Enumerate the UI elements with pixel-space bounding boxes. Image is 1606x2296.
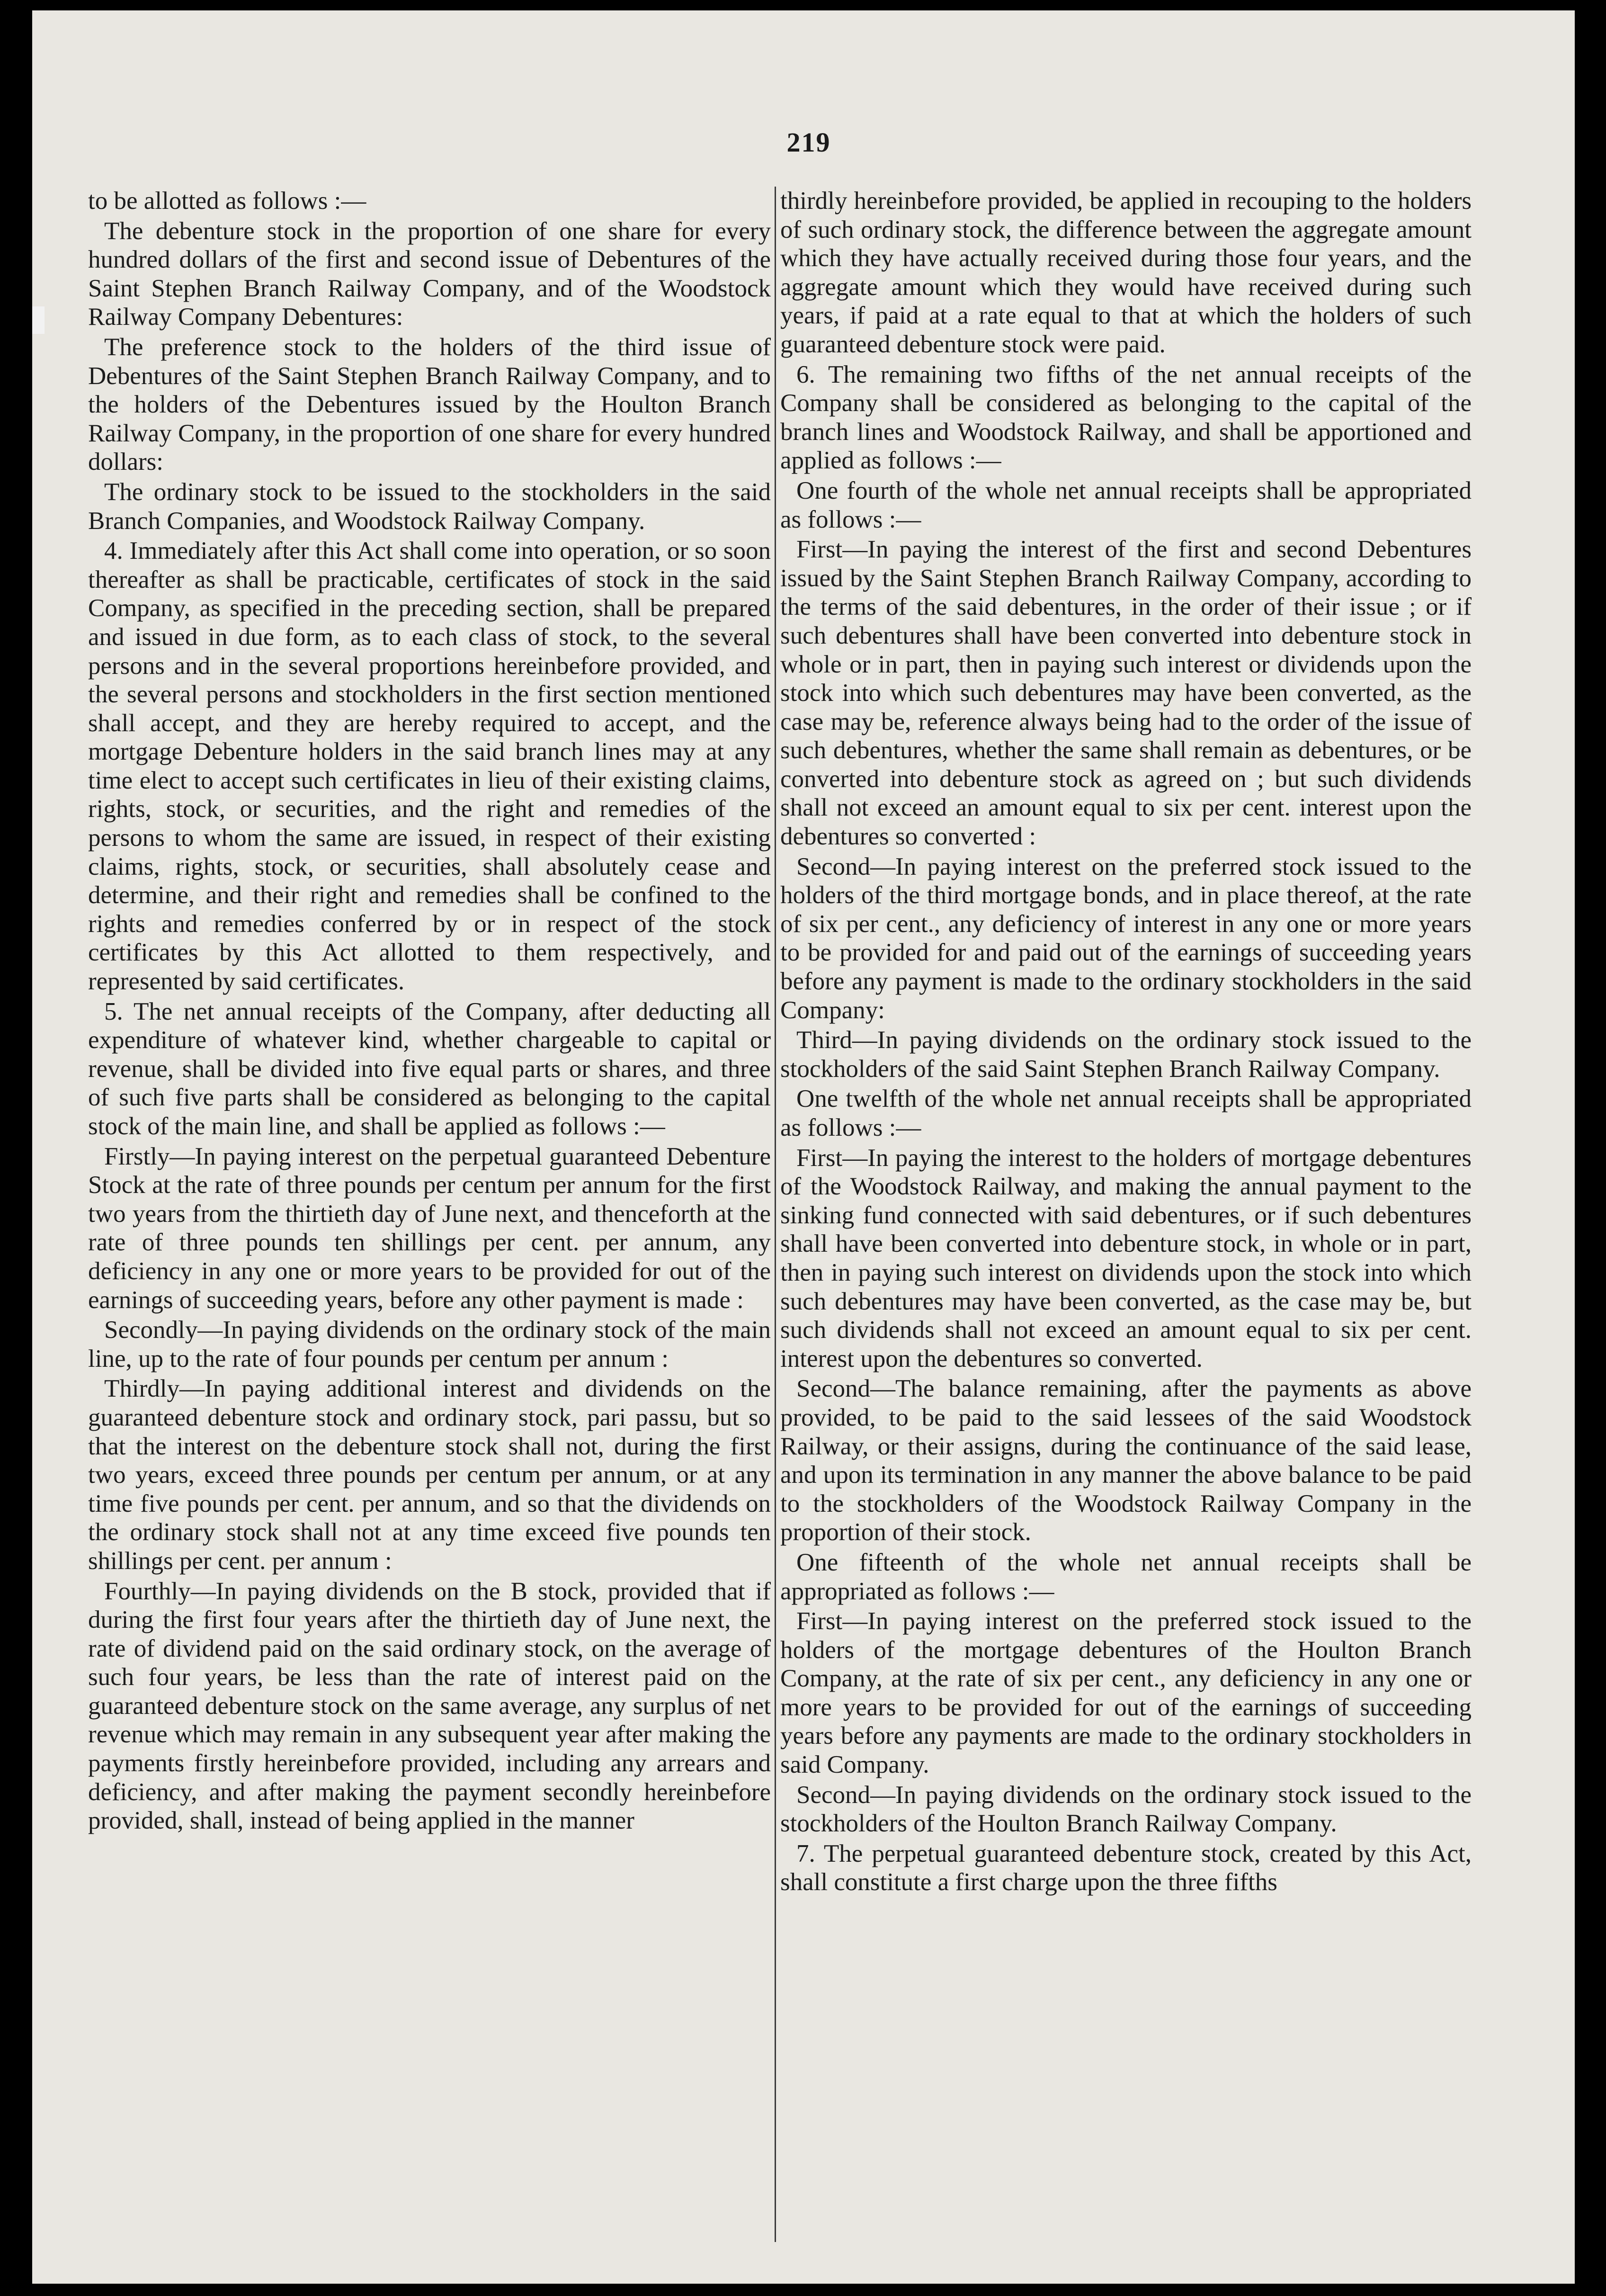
- paragraph: Secondly—In paying dividends on the ordinary stock of the main line, up to the rate of four pounds per centum per annum :: [88, 1316, 771, 1372]
- paragraph: to be allotted as follows :—: [88, 187, 366, 215]
- paragraph: The ordinary stock to be issued to the stockholders in the said Branch Companies, and Woodstock Railway Company.: [88, 478, 771, 535]
- paragraph: Second—The balance remaining, after the payments as above provided, to be paid to the said lessees of the said Woodstock Railway, or their assigns, during the continuance of the said lease, and upon its termination in any manner the above balance to be paid to the stockholders of the Woodstock Railway Company in the proportion of their stock.: [780, 1375, 1472, 1546]
- paragraph: First—In paying the interest of the first and second Debentures issued by the Saint Stephen Branch Railway Company, according to the terms of the said debentures, in the order of their issue ; or if such debentures shall have been converted into debenture stock in whole or in part, then in paying such interest or dividends upon the stock into which such debentures may have been converted, as the case may be, reference always being had to the order of the issue of such debentures, whether the same shall remain as debentures, or be converted into debenture stock as agreed on ; but such dividends shall not exceed an amount equal to six per cent. interest upon the debentures so converted :: [780, 536, 1472, 851]
- paragraph: The preference stock to the holders of the third issue of Debentures of the Saint Stephen Branch Railway Company, and to the holders of the Debentures issued by the Houlton Branch Railway Company, in the proportion of one share for every hundred dollars:: [88, 333, 771, 476]
- paragraph: Fourthly—In paying dividends on the B stock, provided that if during the first four years after the thirtieth day of June next, the rate of dividend paid on the said ordinary stock, on the average of such four years, be less than the rate of interest paid on the guaranteed debenture stock on the same average, any surplus of net revenue which may remain in any subsequent year after making the payments firstly hereinbefore provided, including any arrears and deficiency, and after making the payment secondly hereinbefore provided, shall, instead of being applied in the manner: [88, 1577, 771, 1835]
- paragraph: One fourth of the whole net annual receipts shall be appropriated as follows :—: [780, 476, 1472, 533]
- paragraph: The debenture stock in the proportion of one share for every hundred dollars of the first and second issue of Debentures of the Saint Stephen Branch Railway Company, and of the Woodstock Railway Company Debentures:: [88, 217, 771, 331]
- paragraph: Second—In paying interest on the preferred stock issued to the holders of the third mortgage bonds, and in place thereof, at the rate of six per cent., any deficiency of interest in any one or more years to be provided for and paid out of the earnings of succeeding years before any payment is made to the ordinary stockholders in the said Company:: [780, 852, 1472, 1024]
- paragraph: Firstly—In paying interest on the perpetual guaranteed Debenture Stock at the rate of three pounds per centum per annum for the first two years from the thirtieth day of June next, and thenceforth at the rate of three pounds ten shillings per cent. per annum, any deficiency in any one or more years to be provided for out of the earnings of succeeding years, before any other payment is made :: [88, 1142, 771, 1314]
- paragraph: Thirdly—In paying additional interest and dividends on the guaranteed debenture stock and ordinary stock, pari passu, but so that the interest on the debenture stock shall not, during the first two years, exceed three pounds per centum per annum, or at any time five pounds per cent. per annum, and so that the dividends on the ordinary stock shall not at any time exceed five pounds ten shillings per cent. per annum :: [88, 1375, 771, 1575]
- section-4-paragraph: 4. Immediately after this Act shall come into operation, or so soon thereafter as shall be practicable, certificates of stock in the said Company, as specified in the preceding section, shall be prepared and issued in due form, as to each class of stock, to the several persons and in the several proportions hereinbefore provided, and the several persons and stockholders in the first section mentioned shall accept, and they are hereby required to accept, and the mortgage Debenture holders in the said branch lines may at any time elect to accept such certificates in lieu of their existing claims, rights, stock, or securities, and the right and remedies of the persons to whom the same are issued, in respect of their existing claims, rights, stock, or securities, shall absolutely cease and determine, and their right and remedies shall be confined to the rights and remedies conferred by or in respect of the stock certificates by this Act allotted to them respectively, and represented by said certificates.: [88, 537, 771, 996]
- paragraph: First—In paying interest on the preferred stock issued to the holders of the mortgage debentures of the Houlton Branch Company, at the rate of six per cent., any deficiency in any one or more years to be provided for out of the earnings of succeeding years before any payments are made to the ordinary stockholders in said Company.: [780, 1607, 1472, 1779]
- page-edge-mark: [32, 306, 45, 334]
- paragraph: First—In paying the interest to the holders of mortgage debentures of the Woodstock Railway, and making the annual payment to the sinking fund connected with said debentures, or if such debentures shall have been converted into debenture stock, in whole or in part, then in paying such interest on dividends upon the stock into which such debentures may have been converted, as the case may be, but such dividends shall not exceed an amount equal to six per cent. interest upon the debentures so converted.: [780, 1144, 1472, 1372]
- paragraph: thirdly hereinbefore provided, be applied in recouping to the holders of such ordinary stock, the difference between the aggregate amount which they have actually received during those four years, and the aggregate amount which they would have received during such years, if paid at a rate equal to that at which the holders of such guaranteed debenture stock were paid.: [780, 187, 1472, 358]
- section-7-paragraph: 7. The perpetual guaranteed debenture stock, created by this Act, shall constitute a first charge upon the three fifths: [780, 1839, 1472, 1896]
- section-5-paragraph: 5. The net annual receipts of the Company, after deducting all expenditure of whatever kind, whether chargeable to capital or revenue, shall be divided into five equal parts or shares, and three of such five parts shall be considered as belonging to the capital stock of the main line, and shall be applied as follows :—: [88, 997, 771, 1140]
- right-column: [780, 187, 1472, 1898]
- document-page: [32, 10, 1575, 2284]
- page-number: 219: [786, 127, 831, 158]
- left-column: [88, 187, 771, 1837]
- paragraph: Second—In paying dividends on the ordinary stock issued to the stockholders of the Houlton Branch Railway Company.: [780, 1781, 1472, 1838]
- paragraph: One fifteenth of the whole net annual receipts shall be appropriated as follows :—: [780, 1548, 1472, 1605]
- paragraph: One twelfth of the whole net annual receipts shall be appropriated as follows :—: [780, 1085, 1472, 1141]
- section-6-paragraph: 6. The remaining two fifths of the net annual receipts of the Company shall be considered as belonging to the capital of the branch lines and Woodstock Railway, and shall be apportioned and applied as follows :—: [780, 360, 1472, 475]
- column-divider: [775, 187, 776, 2242]
- paragraph: Third—In paying dividends on the ordinary stock issued to the stockholders of the said Saint Stephen Branch Railway Company.: [780, 1026, 1472, 1083]
